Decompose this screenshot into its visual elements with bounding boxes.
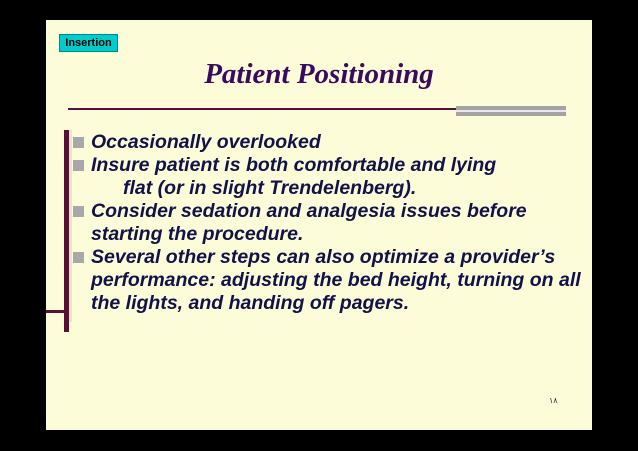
bullet-square-icon [73, 137, 84, 148]
bullet-continuation: flat (or in slight Trendelenberg). [123, 177, 417, 199]
bullet-item [70, 246, 590, 315]
slide [46, 20, 592, 430]
bullet-square-icon [73, 160, 84, 171]
bullet-square-icon [73, 252, 84, 263]
bullet-square-icon [73, 206, 84, 217]
left-decor-bar [64, 130, 69, 332]
bullet-list [70, 131, 590, 315]
bullet-text: Insure patient is both comfortable and lying [91, 154, 497, 176]
left-decor-tick [46, 310, 64, 313]
bullet-item [70, 131, 590, 154]
bullet-text: Consider sedation and analgesia issues before starting the procedure. [91, 200, 527, 245]
section-tag: Insertion [59, 34, 118, 52]
page-number: ١٨ [549, 396, 558, 405]
title-rule [68, 108, 456, 110]
bullet-text: Several other steps can also optimize a provider’s performance: adjusting the bed height, turning on all the lights, and handing off pagers. [91, 246, 581, 314]
slide-title: Patient Positioning [204, 58, 434, 90]
title-rule-accent [456, 106, 566, 116]
bullet-text: Occasionally overlooked [91, 131, 321, 153]
bullet-item [70, 154, 590, 200]
bullet-item [70, 200, 590, 246]
